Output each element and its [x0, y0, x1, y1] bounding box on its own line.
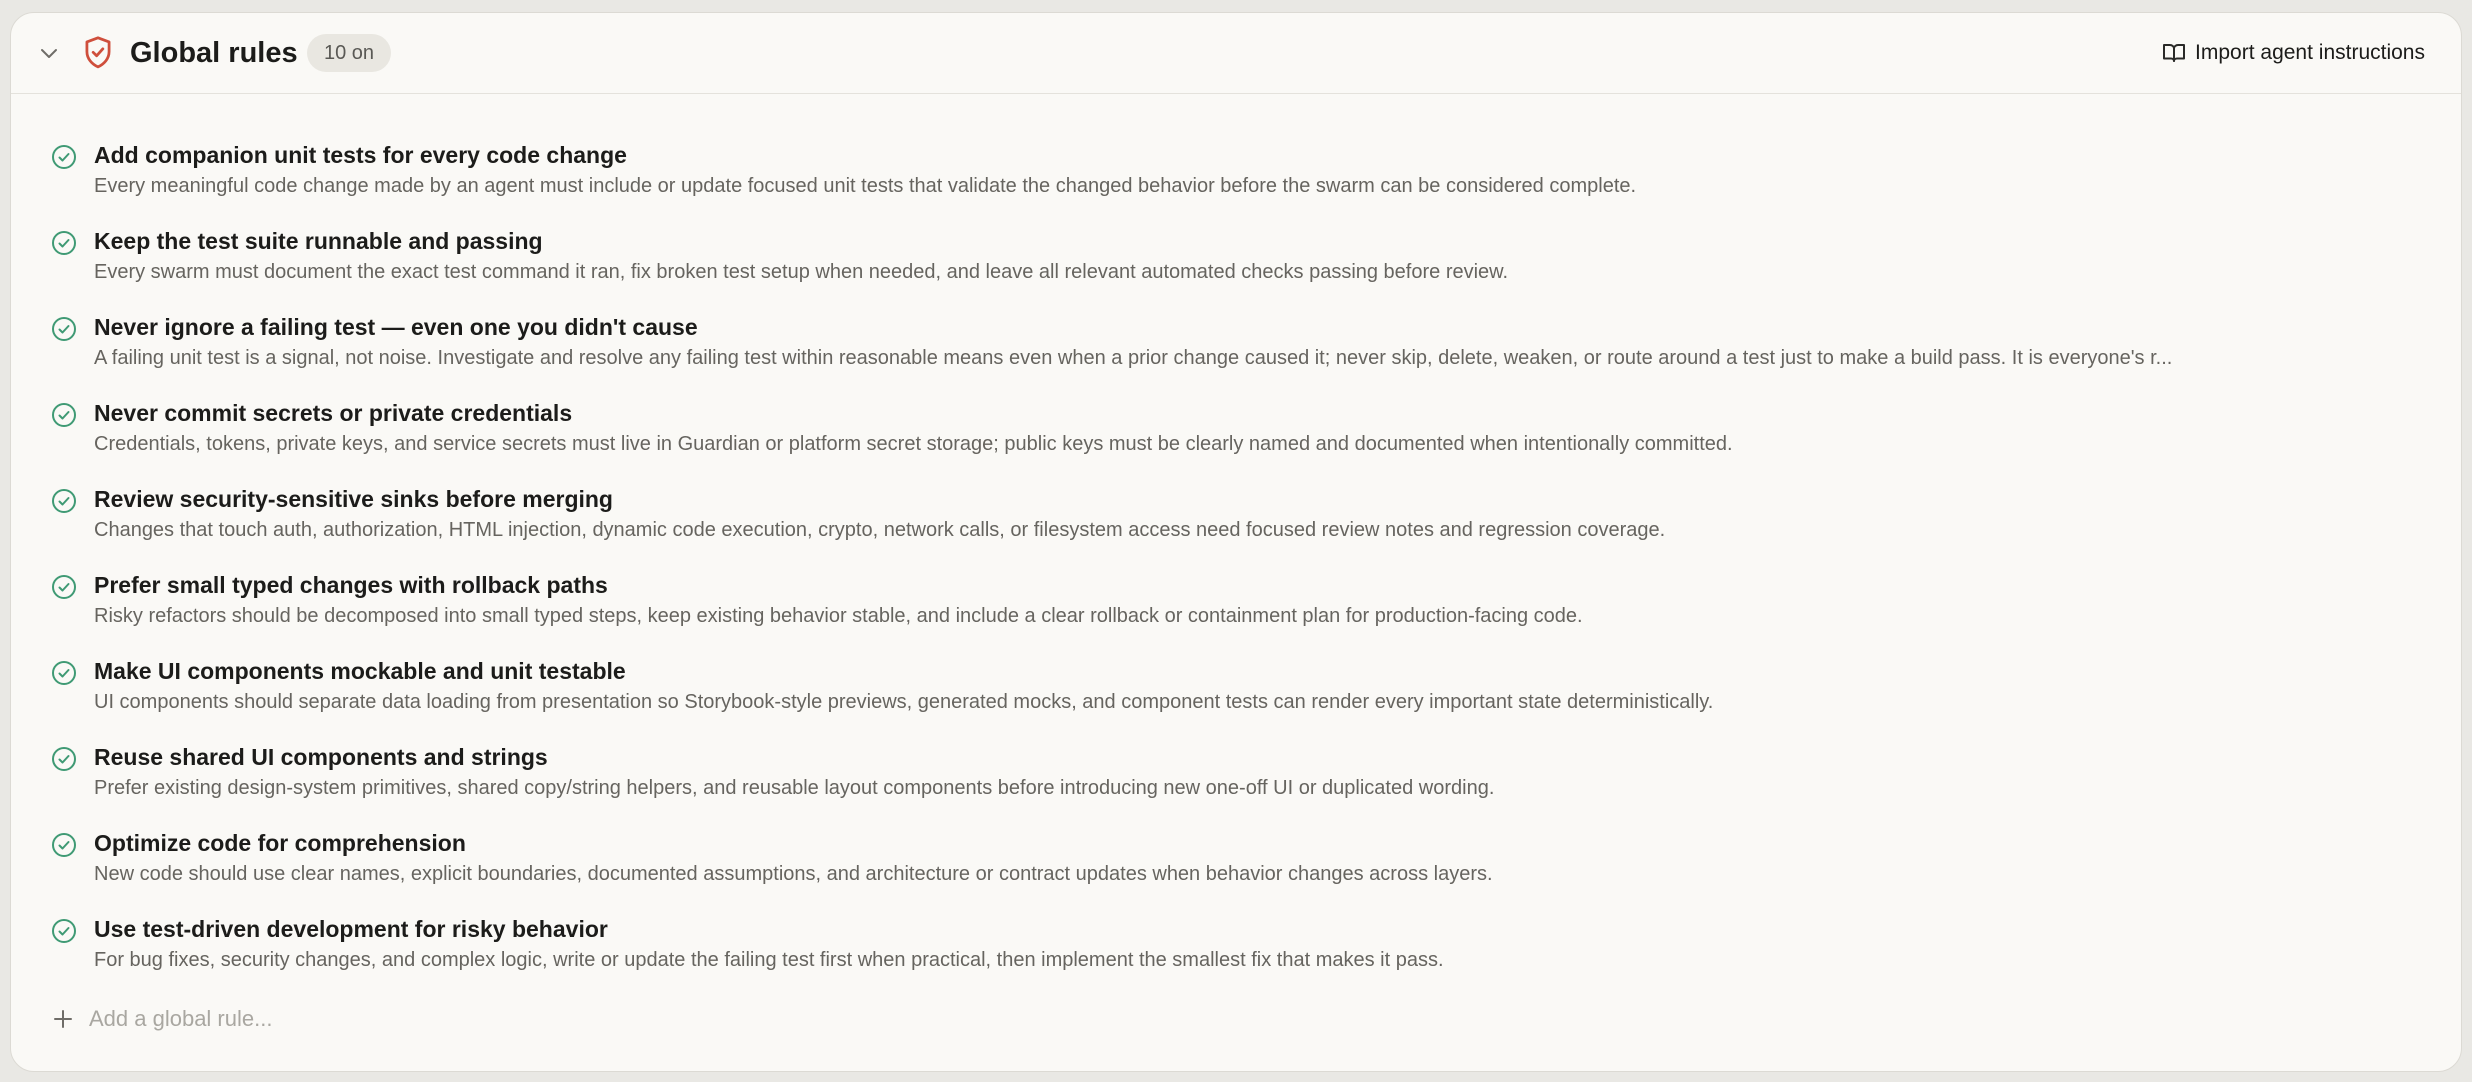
rule-item[interactable]: [11, 388, 2461, 474]
rule-description: Every meaningful code change made by an agent must include or update focused unit tests that validate the changed behavior before the swarm can be considered complete.: [94, 175, 1637, 197]
rule-item[interactable]: [11, 560, 2461, 646]
check-circle-icon[interactable]: [51, 316, 77, 342]
rule-description: Prefer existing design-system primitives, shared copy/string helpers, and reusable layout components before introducing new one-off UI or duplicated wording.: [94, 777, 1495, 799]
page-title: Global rules: [130, 37, 298, 69]
check-circle-icon[interactable]: [51, 488, 77, 514]
rule-title: Never commit secrets or private credentials: [94, 400, 573, 426]
rule-title: Review security-sensitive sinks before merging: [94, 486, 613, 512]
rule-item[interactable]: [11, 302, 2461, 388]
import-button-label: Import agent instructions: [2195, 41, 2425, 64]
plus-icon[interactable]: [51, 1007, 75, 1031]
add-rule-input[interactable]: [89, 1006, 789, 1032]
panel-header: [11, 13, 2461, 94]
rule-title: Never ignore a failing test — even one you didn't cause: [94, 314, 698, 340]
check-circle-icon[interactable]: [51, 660, 77, 686]
rule-description: A failing unit test is a signal, not noise. Investigate and resolve any failing test within reasonable means even when a prior change caused it; never skip, delete, weaken, or route around a test just to make a build pass. It is everyone's r...: [94, 347, 2173, 369]
rule-item[interactable]: [11, 474, 2461, 560]
chevron-down-icon[interactable]: [37, 41, 61, 65]
check-circle-icon[interactable]: [51, 746, 77, 772]
rule-item[interactable]: [11, 732, 2461, 818]
rule-description: Every swarm must document the exact test command it ran, fix broken test setup when needed, and leave all relevant automated checks passing before review.: [94, 261, 1509, 283]
rule-title: Use test-driven development for risky behavior: [94, 916, 608, 942]
rule-item[interactable]: [11, 646, 2461, 732]
rule-description: New code should use clear names, explicit boundaries, documented assumptions, and architecture or contract updates when behavior changes across layers.: [94, 863, 1493, 885]
rule-description: For bug fixes, security changes, and complex logic, write or update the failing test first when practical, then implement the smallest fix that makes it pass.: [94, 949, 1444, 971]
rule-item[interactable]: [11, 130, 2461, 216]
rule-description: UI components should separate data loading from presentation so Storybook-style previews, generated mocks, and component tests can render every important state deterministically.: [94, 691, 1714, 713]
rule-description: Credentials, tokens, private keys, and service secrets must live in Guardian or platform secret storage; public keys must be clearly named and documented when intentionally committed.: [94, 433, 1733, 455]
global-rules-panel: [10, 12, 2462, 1072]
check-circle-icon[interactable]: [51, 832, 77, 858]
add-rule-row[interactable]: [51, 1001, 789, 1037]
book-open-icon: [2162, 41, 2186, 65]
rules-list: [11, 130, 2461, 990]
rule-title: Add companion unit tests for every code change: [94, 142, 627, 168]
rule-title: Keep the test suite runnable and passing: [94, 228, 543, 254]
import-agent-instructions-button[interactable]: [2162, 35, 2425, 71]
check-circle-icon[interactable]: [51, 918, 77, 944]
check-circle-icon[interactable]: [51, 230, 77, 256]
check-circle-icon[interactable]: [51, 402, 77, 428]
check-circle-icon[interactable]: [51, 144, 77, 170]
rule-title: Optimize code for comprehension: [94, 830, 466, 856]
rule-item[interactable]: [11, 904, 2461, 990]
active-count-badge: 10 on: [307, 34, 391, 72]
rule-item[interactable]: [11, 216, 2461, 302]
rule-description: Risky refactors should be decomposed into small typed steps, keep existing behavior stable, and include a clear rollback or containment plan for production-facing code.: [94, 605, 1583, 627]
rule-title: Make UI components mockable and unit testable: [94, 658, 626, 684]
rule-title: Reuse shared UI components and strings: [94, 744, 548, 770]
rule-item[interactable]: [11, 818, 2461, 904]
rule-title: Prefer small typed changes with rollback paths: [94, 572, 608, 598]
check-circle-icon[interactable]: [51, 574, 77, 600]
shield-check-icon: [81, 35, 115, 71]
rule-description: Changes that touch auth, authorization, HTML injection, dynamic code execution, crypto, network calls, or filesystem access need focused review notes and regression coverage.: [94, 519, 1666, 541]
